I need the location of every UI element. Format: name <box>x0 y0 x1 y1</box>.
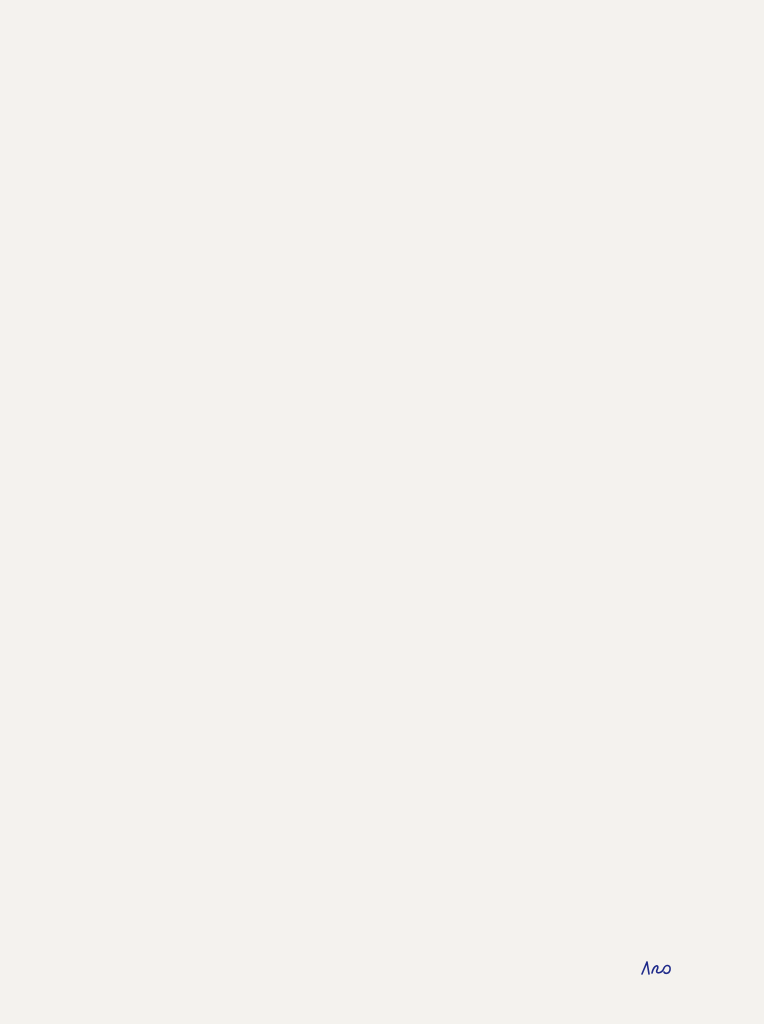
handwritten-initial-icon <box>640 958 674 978</box>
